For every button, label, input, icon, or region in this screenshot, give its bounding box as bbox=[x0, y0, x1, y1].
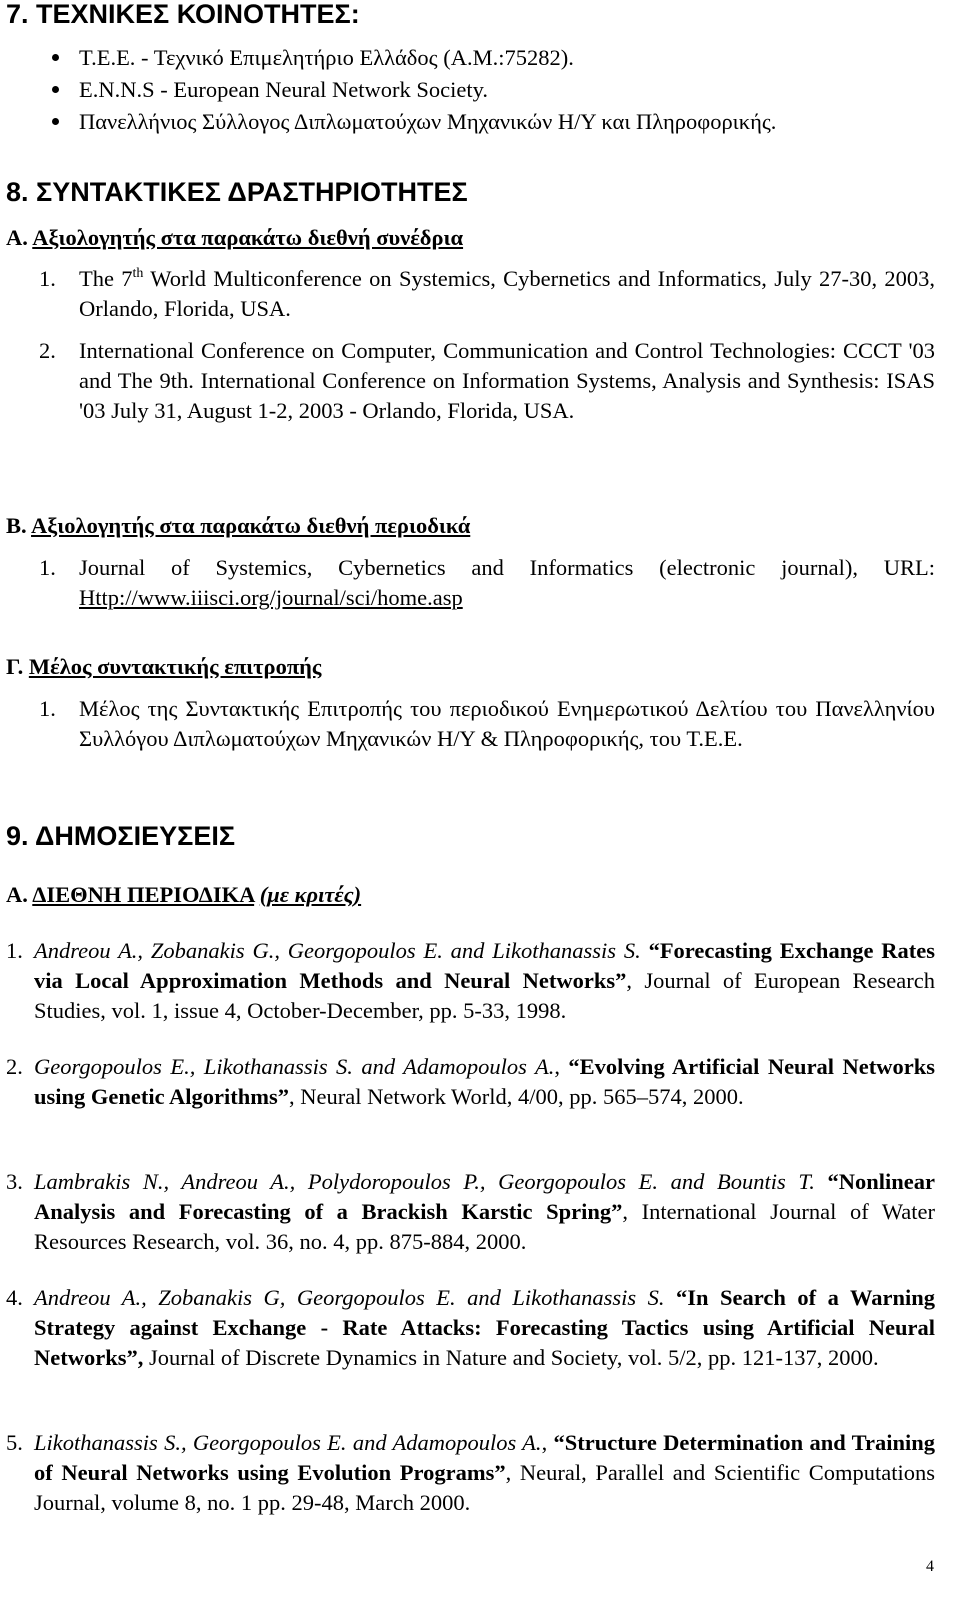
item-number: 2. bbox=[39, 338, 56, 363]
subsection-title: Μέλος συντακτικής επιτροπής bbox=[28, 654, 322, 679]
publication-number: 5. bbox=[6, 1430, 23, 1455]
subsection-note: (με κριτές) bbox=[259, 882, 362, 907]
publication-details: Journal of Discrete Dynamics in Nature and Society, vol. 5/2, pp. 121-137, 2000. bbox=[143, 1345, 879, 1370]
subsection-letter: Β. bbox=[6, 513, 27, 538]
publication-item bbox=[6, 1167, 935, 1257]
section-9-title: 9. ΔΗΜΟΣΙΕΥΣΕΙΣ bbox=[6, 821, 236, 851]
publication-number: 3. bbox=[6, 1169, 23, 1194]
journal-url-link[interactable]: Http://www.iiisci.org/journal/sci/home.asp bbox=[79, 585, 463, 610]
publication-number: 4. bbox=[6, 1285, 23, 1310]
publication-authors: Andreou A., Zobanakis G, Georgopoulos E. and Likothanassis S. bbox=[34, 1285, 665, 1310]
publication-number: 2. bbox=[6, 1054, 23, 1079]
subsection-b-heading bbox=[6, 511, 470, 541]
item-number: 1. bbox=[39, 555, 56, 580]
publication-details: , Neural, Parallel and Scientific Computations Journal, volume 8, no. 1 pp. 29-48, March 2000. bbox=[34, 1460, 935, 1515]
subsection-c-heading bbox=[6, 652, 321, 682]
publication-number: 1. bbox=[6, 938, 23, 963]
page-number: 4 bbox=[926, 1558, 934, 1575]
bullet-item: Τ.Ε.Ε. - Τεχνικό Επιμελητήριο Ελλάδος (Α.Μ.:75282). bbox=[0, 42, 776, 74]
publication-item bbox=[6, 1283, 935, 1373]
publication-title: “Nonlinear Analysis and Forecasting of a Brackish Karstic Spring” bbox=[34, 1169, 935, 1224]
section-8-title: 8. ΣΥΝΤΑΚΤΙΚΕΣ ΔΡΑΣΤΗΡΙΟΤΗΤΕΣ bbox=[6, 177, 468, 207]
journal-item: 1. Journal of Systemics, Cybernetics and Informatics (electronic journal), URL: Http://www.iiisci.org/journal/sci/home.asp bbox=[39, 555, 935, 610]
section-7-bullet-list bbox=[0, 42, 776, 138]
publication-authors: Georgopoulos E., Likothanassis S. and Adamopoulos A. bbox=[34, 1054, 555, 1079]
publication-details: , Journal of European Research Studies, vol. 1, issue 4, October-December, pp. 5-33, 1998. bbox=[34, 968, 935, 1023]
subsection-letter: Α. bbox=[6, 225, 28, 250]
subsection-letter: Α. bbox=[6, 882, 28, 907]
editorial-item: 1. Μέλος της Συντακτικής Επιτροπής του περιοδικού Ενημερωτικού Δελτίου του Πανελληνίου Συλλόγου Διπλωματούχων Μηχανικών Η/Υ & Πληροφορικής, του Τ.Ε.Ε. bbox=[39, 696, 935, 751]
publication-title: “Evolving Artificial Neural Networks using Genetic Algorithms” bbox=[34, 1054, 935, 1109]
subsection-title: Αξιολογητής στα παρακάτω διεθνή περιοδικά bbox=[31, 513, 471, 538]
item-number: 1. bbox=[39, 266, 56, 291]
item-number: 1. bbox=[39, 696, 56, 721]
subsection-letter: Γ. bbox=[6, 654, 24, 679]
subsection-title: Αξιολογητής στα παρακάτω διεθνή συνέδρια bbox=[32, 225, 464, 250]
publication-item: 5. Likothanassis S., Georgopoulos E. and Adamopoulos A., “Structure Determination and Training of Neural Networks using Evolution Programs”, Neural, Parallel and Scientific Computations Journal, volume 8, no. 1 pp. 29-48, March 2000. bbox=[6, 1430, 935, 1515]
conference-item: 2. International Conference on Computer, Communication and Control Technologies: CCCT '03 and The 9th. International Conference on Information Systems, Analysis and Synthesis: ISAS '03 July 31, August 1-2, 2003 - Orlando, Florida, USA. bbox=[39, 338, 935, 423]
publication-details: , Neural Network World, 4/00, pp. 565–574, 2000. bbox=[289, 1084, 744, 1109]
subsection-title: ΔΙΕΘΝΗ ΠΕΡΙΟΔΙΚΑ bbox=[32, 882, 255, 907]
publication-details: , International Journal of Water Resources Research, vol. 36, no. 4, pp. 875-884, 2000. bbox=[34, 1199, 936, 1254]
subsection-a-heading bbox=[6, 223, 463, 253]
publication-authors: Lambrakis N., Andreou A., Polydoropoulos P., Georgopoulos E. and Bountis T. bbox=[34, 1169, 815, 1194]
publication-authors: Andreou A., Zobanakis G., Georgopoulos E. and Likothanassis S. bbox=[34, 938, 641, 963]
publication-title: “Forecasting Exchange Rates via Local Approximation Methods and Neural Networks” bbox=[34, 938, 936, 993]
section-7-title: 7. ΤΕΧΝΙΚΕΣ ΚΟΙΝΟΤΗΤΕΣ: bbox=[6, 0, 360, 29]
bullet-item: Πανελλήνιος Σύλλογος Διπλωματούχων Μηχανικών Η/Υ και Πληροφορικής. bbox=[0, 106, 776, 138]
conference-item: 1. The 7th World Multiconference on Systemics, Cybernetics and Informatics, July 27-30, 2003, Orlando, Florida, USA. bbox=[39, 266, 936, 321]
publication-item: 2. Georgopoulos E., Likothanassis S. and Adamopoulos A., “Evolving Artificial Neural Networks using Genetic Algorithms”, Neural Network World, 4/00, pp. 565–574, 2000. bbox=[6, 1054, 935, 1109]
publications-subheading bbox=[6, 880, 361, 910]
publication-title: “In Search of a Warning Strategy against Exchange - Rate Attacks: Forecasting Tactics using Artificial Neural Networks”, bbox=[34, 1285, 935, 1370]
publication-title: “Structure Determination and Training of Neural Networks using Evolution Programs” bbox=[34, 1430, 935, 1485]
publication-item bbox=[6, 936, 935, 1026]
bullet-item: E.N.N.S - European Neural Network Society. bbox=[0, 74, 776, 106]
publication-authors: Likothanassis S., Georgopoulos E. and Adamopoulos A. bbox=[34, 1430, 542, 1455]
